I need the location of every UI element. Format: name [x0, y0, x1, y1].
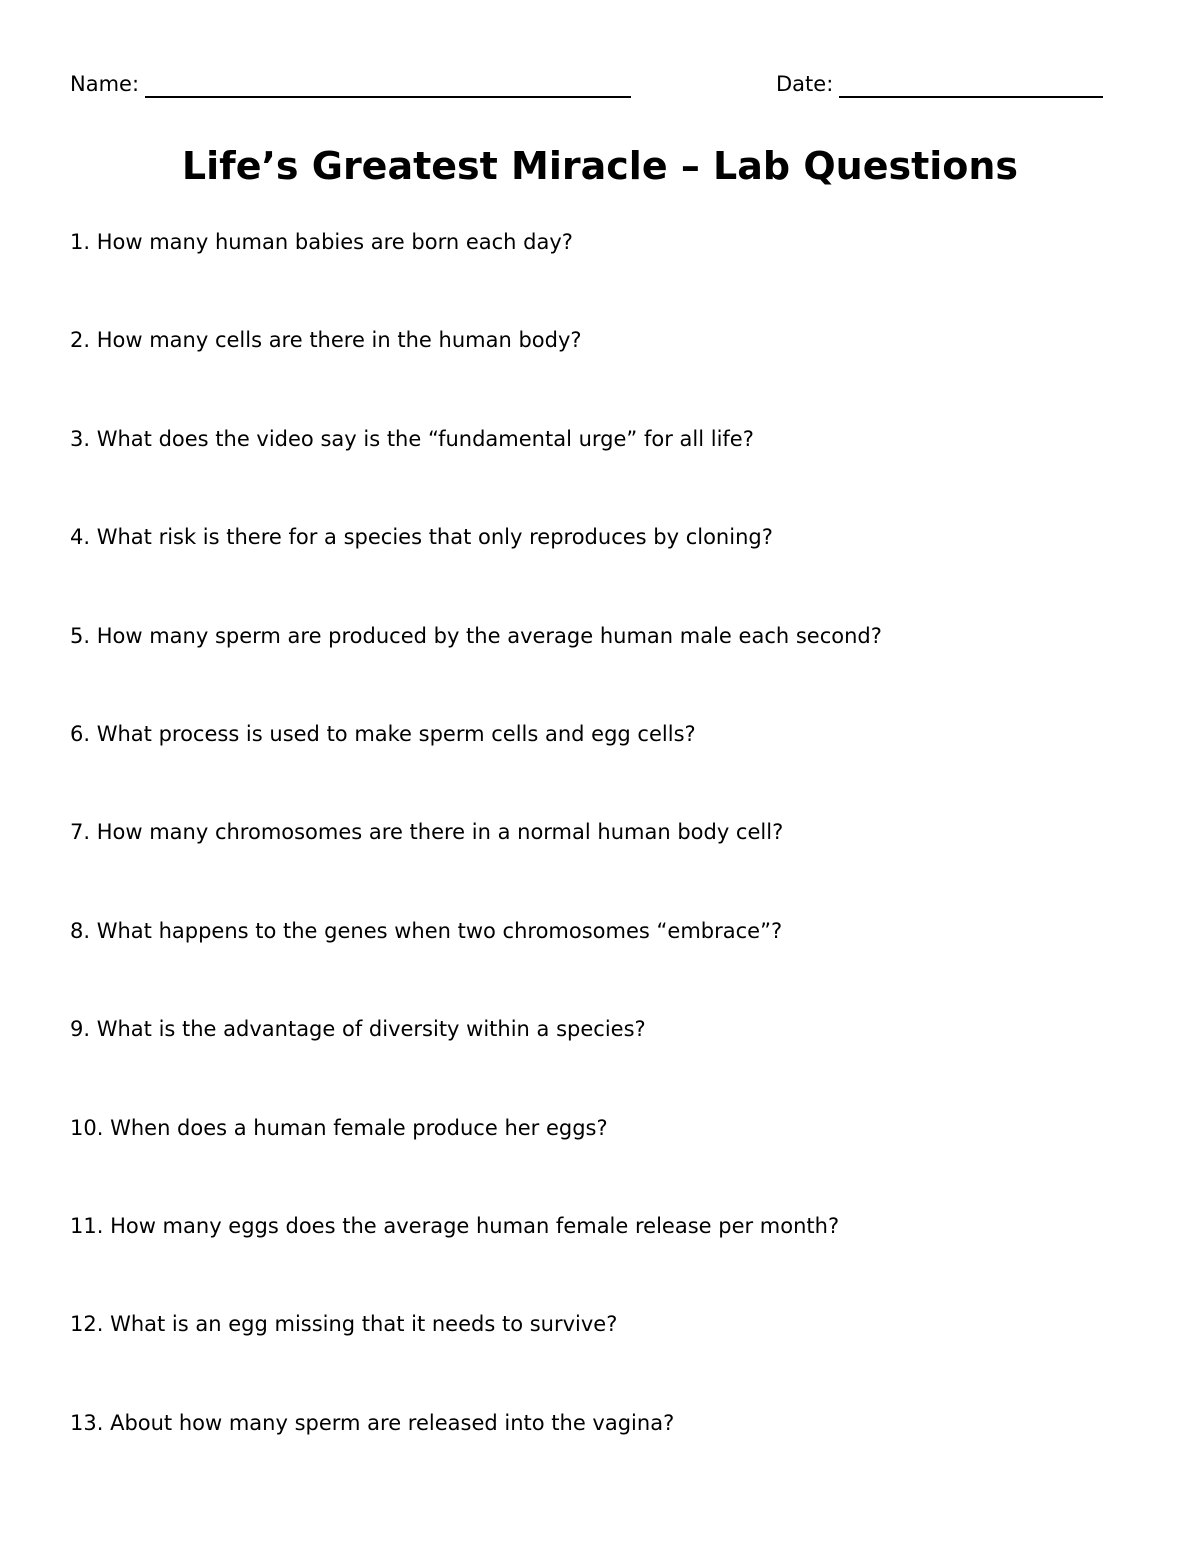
question-8: 8. What happens to the genes when two chromosomes “embrace”? [70, 918, 783, 943]
question-5: 5. How many sperm are produced by the average human male each second? [70, 623, 882, 648]
page-title: Life’s Greatest Miracle – Lab Questions [181, 144, 1019, 188]
question-2: 2. How many cells are there in the human body? [70, 328, 582, 353]
date-label: Date: [776, 72, 834, 96]
question-6: 6. What process is used to make sperm cells and egg cells? [70, 721, 696, 746]
name-field [70, 70, 631, 98]
question-13: 13. About how many sperm are released into the vagina? [70, 1410, 675, 1435]
question-4: 4. What risk is there for a species that only reproduces by cloning? [70, 525, 773, 550]
date-field [776, 70, 1103, 98]
header-fields [70, 70, 1110, 104]
question-11: 11. How many eggs does the average human female release per month? [70, 1213, 840, 1238]
question-3: 3. What does the video say is the “fundamental urge” for all life? [70, 426, 754, 451]
question-9: 9. What is the advantage of diversity within a species? [70, 1017, 646, 1042]
date-blank-line[interactable] [839, 74, 1103, 98]
question-7: 7. How many chromosomes are there in a normal human body cell? [70, 820, 784, 845]
name-label: Name: [70, 72, 140, 96]
question-list [70, 226, 1130, 1505]
question-12: 12. What is an egg missing that it needs to survive? [70, 1312, 618, 1337]
question-10: 10. When does a human female produce her eggs? [70, 1115, 608, 1140]
question-1: 1. How many human babies are born each day? [70, 230, 573, 254]
name-blank-line[interactable] [145, 74, 631, 98]
